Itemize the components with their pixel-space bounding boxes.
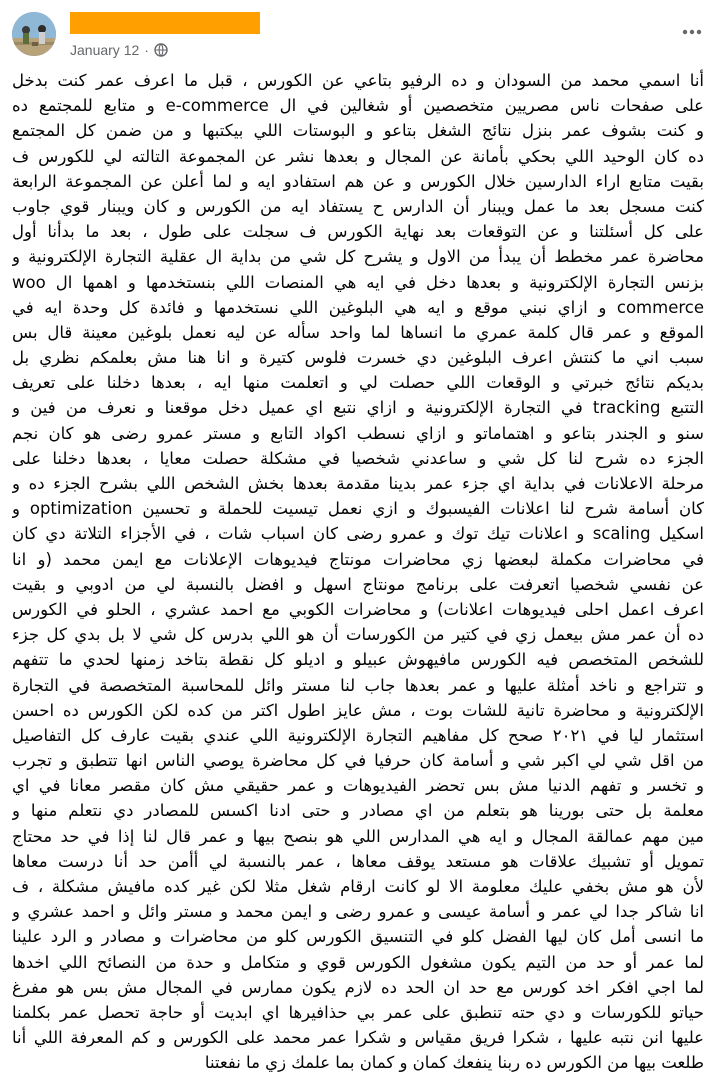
post-text-line: بقيت متابع اراء الدارسين خلال الكورس و عن هم استفادو ايه و لما أعلن عن المجموعة الرابعة [12,171,704,191]
post-text-line: ما انسى أمل كان ليها الفضل كلو في التنسيق الكورس كلو من محاضرات و مصادر و الرد علينا [12,927,704,947]
post-text-line: سبب اني ما كنتش اعرف البلوغين دي خسرت فلوس كتيرة و انا هنا مش بعلمكم نظري بل [12,348,704,368]
post-text-line: انا شاكر جدا لي عمر و أسامة عيسى و عمرو رضى و ايمن محمد و مستر وائل و احمد عشري و [12,902,704,922]
post-text-line: عن نفسي شخصيا اتعرفت على برنامج مونتاج اسهل و افضل بالنسبة لي من ادوبي و بقيت [12,574,704,594]
post-text-line: استثمار ليا في ٢٠٢١ صحح كل مفاهيم التجارة الإلكترونية اللي عندي بقيت عارف كل التفاصيل [12,725,704,745]
post-text-line: ده كان الوحيد اللي بحكي بأمانة عن المجال و بعدها نشر عن المجموعة التالته لي للكورس ف [12,146,704,166]
globe-icon[interactable] [154,43,168,57]
more-options-button[interactable] [677,20,707,44]
author-avatar[interactable] [12,12,56,56]
post-text-line: كنت مسجل بعد ما عمل ويبنار أن الدارس ح يستفاد ايه من الكورس و كان ويبنار قوي جاوب [12,196,704,216]
post-text-line: اعرف اعمل احلى فيديوهات اعلانات) و محاضرات الكوبي مع احمد عشري ، الحلو في الكورس [12,599,704,619]
post-text-line: كان أسامة شرح لنا اعلانات الفيسبوك و ازي نعمل تيسيت للحملة و تحسين optimization و [12,499,704,519]
meta-separator: · [144,42,149,58]
post-text-line: أنا اسمي محمد من السودان و ده الرفيو بتاعي عن الكورس ، قبل ما اعرف عمر كنت بدخل [12,71,704,90]
post-text-line: و تتراجع و ناخد أمثلة عليها و عمر بعدها جاب لنا مستر وائل للمحاسبة المتخصصة في التجارة [12,675,704,695]
post-text-line: commerce و ازاي نبني موقع و ايه هي البلوغين اللي نستخدمها و فائدة كل وحدة ايه في [12,297,704,317]
post-text-line: لما اجي افكر اخد كورس مع حد ان الحد ده لازم يكون ممارس في المجال مش بس هو مفرغ [12,977,704,997]
more-horizontal-icon [682,29,702,35]
post-text-line: لأن هو مش بخفي عليك معلومة الا لو كانت ارقام شغل مثلا لكن غير كده مافيش مشكلة ، ف [12,877,704,896]
post-text-line: لما عمر أو حد من التيم يكون مشغول الكورس قوي و متكامل و حدة من النصائح اللي اخدها [12,952,704,972]
post-text-line: و كنت بشوف عمر بنزل نتائج الشغل بتاعو و البوستات اللي بيكتبها و من ضمن كل المجتمع [12,121,704,141]
post-text-line: معلمة بل حتى بورينا هو بتعلم من اي مصادر و حتى ادنا اكسس للمصادر دي نتعلم منها و [12,801,704,821]
post-meta [70,40,168,60]
post-text-line: التتبع tracking في التجارة الإلكترونية و ازاي نتبع اي عميل دخل موقعنا و نعرف من فين و [12,398,704,418]
post-text-line: محاضرة عمر مخطط أن يبدأ من الاول و يشرح كل شي من بداية ال عقلية التجارة الإلكترونية و [12,247,704,267]
post-text-line: الموقع و عمر قال كلمة عمري ما انساها لما واحد سأله عن ليه نعمل بلوغين معينة قال بس [12,322,704,342]
post-text-line: اسكيل scaling و اعلانات تيك توك و عمرو رضى كان اسباب شات ، في الأجزاء التلاتة دي كان [12,524,704,544]
post-timestamp[interactable]: January 12 [70,42,140,58]
post-text-line: طلعت بيها من الكورس ده ربنا ينفعك كمان و كمان بما علمك زي ما نفعتنا [204,1053,704,1073]
post-text-line: عليها انن نتبه عليها ، شكرا فريق مقياس و شكرا عمر محمد على الكورس و كم المعرفة اللي أنا [12,1028,704,1048]
post-header [0,0,715,66]
post-text-line: مرحلة الاعلانات في بداية اي جزء عمر بدينا مقدمة بعدها بخش الشخص اللي بشرح الجزء ده و [12,474,704,493]
post-text-line: بديكم نتائج خبرتي و الوقعات اللي حصلت لي و اتعلمت منها ايه ، بعدها دخلنا على تعريف [12,373,704,393]
post-text-line: و تخسر و تفهم الدنيا مش بس تحضر الفيديوهات و عمر حقيقي مش كان مقصر معانا في اي [12,776,704,796]
post-text-line: بزنس التجارة الإلكترونية و بعدها دخل في ايه هي المنصات اللي بنستخدمها و اهمها ال woo [12,272,704,292]
post-text-line: للشخص المتخصص فيه الكورس مافيهوش عبيلو و اديلو كل نقطة بتاخد زمنها لحدي ما تتفهم [12,650,704,670]
post-text-line: في محاضرات مكملة لبعضها زي محاضرات مونتاج فيديوهات الإعلانات مع ايمن محمد (و انا [12,549,704,569]
post-text-line: الإلكترونية و محاضرة تانية للشات بوت ، مش عايز اطول اكتر من كده لكن الكورس ده احسن [12,700,704,720]
post-text-line: تمويل أو تشبيك علاقات هو مستعد يوقف معاها ، عمر بالنسبة لي أأمن حد أنا درست معاها [12,851,704,871]
post-text-line: على صفحات ناس مصريين متخصصين أو شغالين في ال e-commerce و متابع للمجتمع ده [12,96,704,116]
profile-photo-icon [12,12,56,56]
post-text-line: مين مهم عمالقة المجال و ايه هي المدارس اللي هو بنصح بيها و عمر قال لنا إذا في حد محتاج [12,826,704,846]
post-text-line: سنو و الجندر بتاعو و اهتماماتو و ازاي نسطب اكواد التابع و مستر عمرو رضى هو كان نجم [12,423,704,443]
post-text-line: ده أن عمر مش بيعمل زي في كتير من الكورسات أن هو اللي بدرس كل شي لا بل بدي كل جزء [12,625,704,645]
post-text-line: الجزء ده شرح لنا كل شي و ساعدني شخصيا في مشكلة حصلت معايا ، بعدها دخلنا على [12,448,704,468]
post-text [12,68,704,1080]
post-text-line: من اقل شي لي اكبر شي و أسامة كان حرفيا في كل محاضرة يوصي الناس انها تتطبق و تجرب [12,751,704,771]
post-text-line: حياتو للكورسات و دي حته تنطبق على عمر بي حذافيرها اي ابديت أو حاجة تحصل عمر بكلمنا [12,1002,704,1022]
post-text-line: على كل أسئلتنا و عن التوقعات بعد نهاية الكورس ف سجلت على طول ، بعد ما بدأنا أول [12,222,704,242]
author-name-redacted[interactable] [70,12,260,34]
